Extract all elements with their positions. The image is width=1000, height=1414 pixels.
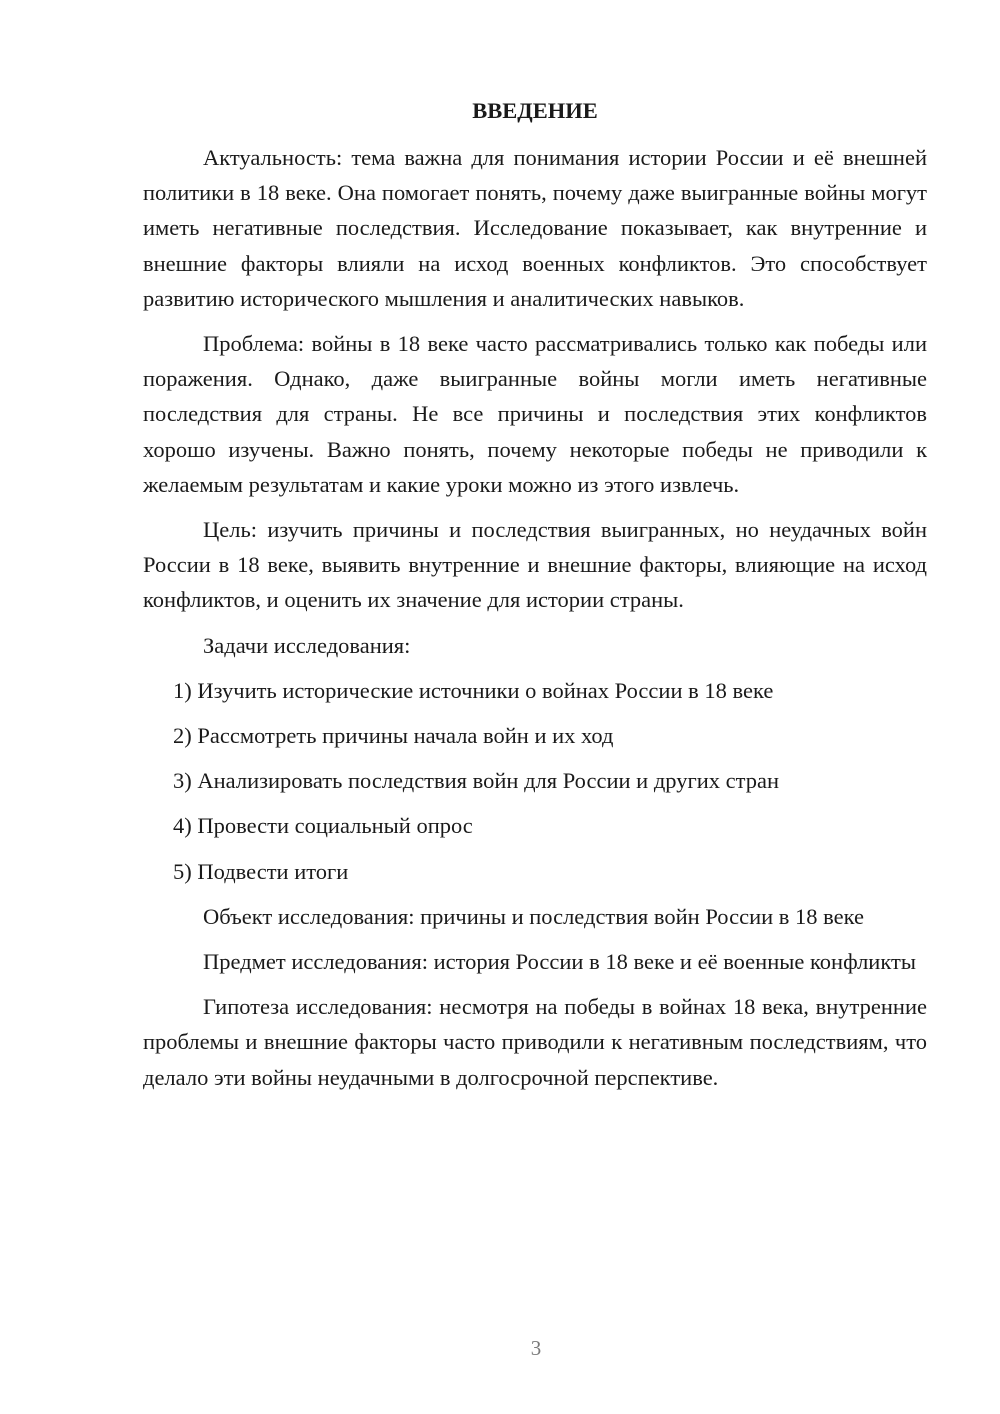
object-paragraph: Объект исследования: причины и последствия войн России в 18 веке [203, 903, 864, 929]
relevance-paragraph: Актуальность: тема важна для понимания истории России и её внешней политики в 18 веке. Она помогает понять, почему даже выигранные войны могут иметь негативные последствия. Исследование показывает, как внутренние и внешние факторы влияли на исход военных конфликтов. Это способствует развитию исторического мышления и аналитических навыков. [143, 145, 927, 311]
subject-paragraph: Предмет исследования: история России в 18 веке и её военные конфликты [203, 949, 916, 975]
list-item: 4) Провести социальный опрос [173, 813, 473, 839]
hypothesis-paragraph: Гипотеза исследования: несмотря на победы в войнах 18 века, внутренние проблемы и внешние факторы часто приводили к негативным последствиям, что делало эти войны неудачными в долгосрочной перспективе. [143, 994, 927, 1090]
page-content [143, 96, 927, 1095]
page-number: 3 [530, 1336, 542, 1360]
list-item: 1) Изучить исторические источники о войнах России в 18 веке [173, 677, 774, 703]
list-item: 3) Анализировать последствия войн для России и других стран [173, 768, 780, 794]
list-item: 5) Подвести итоги [173, 858, 349, 884]
tasks-list [143, 673, 927, 889]
goal-paragraph: Цель: изучить причины и последствия выигранных, но неудачных войн России в 18 веке, выявить внутренние и внешние факторы, влияющие на исход конфликтов, и оценить их значение для истории страны. [143, 517, 927, 613]
tasks-heading: Задачи исследования: [203, 632, 411, 658]
list-item: 2) Рассмотреть причины начала войн и их ход [173, 723, 614, 749]
section-title: ВВЕДЕНИЕ [472, 98, 598, 123]
problem-paragraph: Проблема: войны в 18 веке часто рассматривались только как победы или поражения. Однако, даже выигранные войны могли иметь негативные последствия для страны. Не все причины и последствия этих конфликтов хорошо изучены. Важно понять, почему некоторые победы не приводили к желаемым результатам и какие уроки можно из этого извлечь. [143, 331, 927, 497]
